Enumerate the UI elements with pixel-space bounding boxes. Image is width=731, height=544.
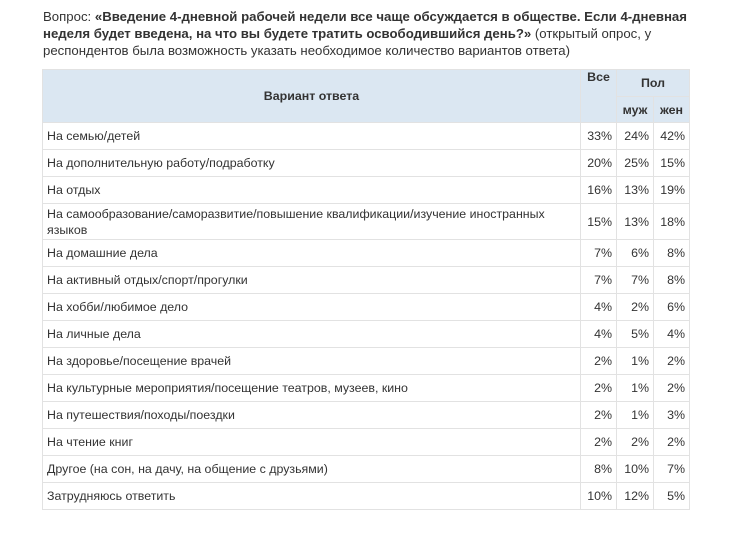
row-label: На активный отдых/спорт/прогулки <box>43 267 581 294</box>
row-value-male: 5% <box>617 321 654 348</box>
row-value-all: 2% <box>581 402 617 429</box>
row-value-female: 2% <box>654 429 690 456</box>
row-value-all: 15% <box>581 204 617 240</box>
table-row <box>43 294 690 321</box>
row-value-female: 42% <box>654 123 690 150</box>
question-prefix: Вопрос: <box>43 9 95 24</box>
row-label: На самообразование/саморазвитие/повышение квалификации/изучение иностранных языков <box>43 204 581 240</box>
question-text <box>43 8 715 59</box>
row-value-female: 19% <box>654 177 690 204</box>
row-value-male: 6% <box>617 240 654 267</box>
table-row <box>43 348 690 375</box>
row-value-male: 2% <box>617 429 654 456</box>
row-label: Затрудняюсь ответить <box>43 483 581 510</box>
row-value-male: 24% <box>617 123 654 150</box>
row-label: На домашние дела <box>43 240 581 267</box>
row-value-all: 7% <box>581 240 617 267</box>
table-row <box>43 456 690 483</box>
table-row <box>43 321 690 348</box>
question-bold: «Введение 4-дневной рабочей недели все чаще обсуждается в обществе. Если 4-дневная неделя будет введена, на что вы будете тратить освободившийся день?» <box>43 9 687 41</box>
row-value-all: 2% <box>581 429 617 456</box>
row-value-female: 6% <box>654 294 690 321</box>
row-value-all: 8% <box>581 456 617 483</box>
row-value-female: 4% <box>654 321 690 348</box>
row-label: На дополнительную работу/подработку <box>43 150 581 177</box>
row-value-female: 18% <box>654 204 690 240</box>
table-row <box>43 375 690 402</box>
table-row <box>43 177 690 204</box>
row-value-male: 1% <box>617 375 654 402</box>
table-row <box>43 204 690 240</box>
header-answer: Вариант ответа <box>43 70 581 123</box>
row-value-all: 33% <box>581 123 617 150</box>
table-row <box>43 123 690 150</box>
row-value-all: 7% <box>581 267 617 294</box>
row-label: На здоровье/посещение врачей <box>43 348 581 375</box>
row-value-all: 4% <box>581 294 617 321</box>
table-row <box>43 483 690 510</box>
row-value-male: 10% <box>617 456 654 483</box>
row-value-female: 7% <box>654 456 690 483</box>
row-value-male: 13% <box>617 177 654 204</box>
row-value-male: 13% <box>617 204 654 240</box>
row-label: На хобби/любимое дело <box>43 294 581 321</box>
row-value-female: 3% <box>654 402 690 429</box>
row-value-female: 5% <box>654 483 690 510</box>
question-note: (открытый опрос, у респондентов была возможность указать необходимое количество вариантов ответа) <box>43 26 652 58</box>
row-label: На отдых <box>43 177 581 204</box>
row-value-male: 2% <box>617 294 654 321</box>
row-label: Другое (на сон, на дачу, на общение с друзьями) <box>43 456 581 483</box>
row-value-all: 4% <box>581 321 617 348</box>
row-value-male: 12% <box>617 483 654 510</box>
row-value-male: 25% <box>617 150 654 177</box>
table-row <box>43 150 690 177</box>
header-female: жен <box>654 97 690 123</box>
row-value-all: 2% <box>581 375 617 402</box>
row-label: На семью/детей <box>43 123 581 150</box>
table-row <box>43 240 690 267</box>
header-gender: Пол <box>617 70 690 97</box>
table-row <box>43 267 690 294</box>
row-value-all: 20% <box>581 150 617 177</box>
row-value-female: 8% <box>654 240 690 267</box>
row-value-male: 7% <box>617 267 654 294</box>
table-row <box>43 402 690 429</box>
header-all: Все <box>581 70 617 123</box>
row-value-male: 1% <box>617 348 654 375</box>
row-value-female: 8% <box>654 267 690 294</box>
row-value-female: 2% <box>654 375 690 402</box>
row-value-all: 2% <box>581 348 617 375</box>
row-label: На путешествия/походы/поездки <box>43 402 581 429</box>
row-value-male: 1% <box>617 402 654 429</box>
table-body <box>43 123 690 510</box>
row-value-female: 15% <box>654 150 690 177</box>
row-label: На личные дела <box>43 321 581 348</box>
row-value-all: 16% <box>581 177 617 204</box>
table-row <box>43 429 690 456</box>
row-value-all: 10% <box>581 483 617 510</box>
header-male: муж <box>617 97 654 123</box>
row-label: На чтение книг <box>43 429 581 456</box>
row-value-female: 2% <box>654 348 690 375</box>
survey-table <box>42 69 690 510</box>
row-label: На культурные мероприятия/посещение театров, музеев, кино <box>43 375 581 402</box>
